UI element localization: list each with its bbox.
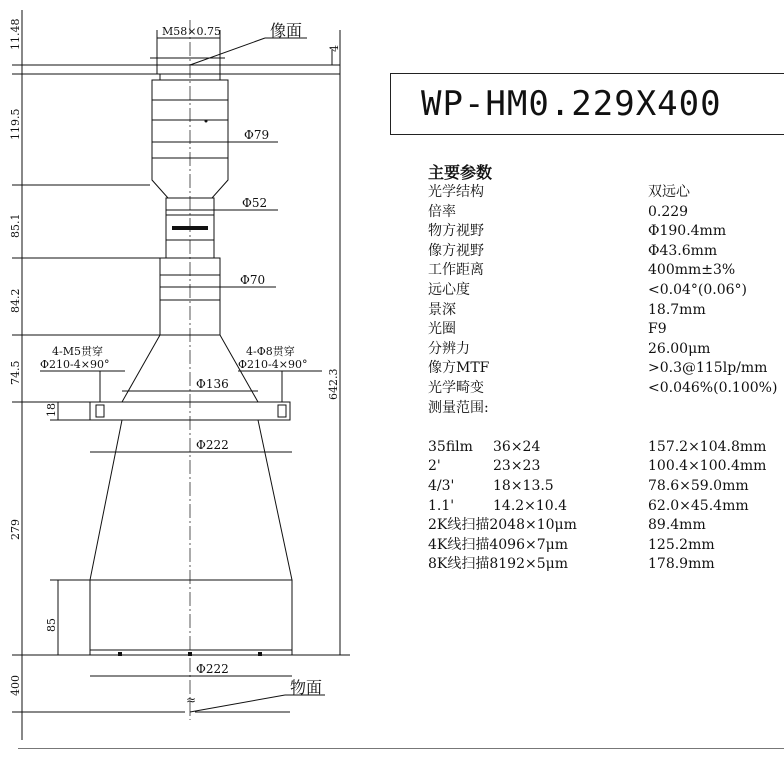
- spec-key: 光圈: [428, 321, 456, 338]
- sensor-type: 35film: [428, 438, 473, 455]
- sensor-row: [428, 516, 784, 536]
- dim-11-48: 11.48: [9, 18, 22, 50]
- spec-value: F9: [648, 321, 667, 338]
- dim-279: 279: [9, 519, 22, 540]
- sensor-row: [428, 555, 784, 575]
- sensor-fov: 89.4mm: [648, 517, 706, 534]
- spec-value: >0.3@115lp/mm: [648, 360, 768, 377]
- spec-key: 像方MTF: [428, 360, 490, 377]
- spec-value: [648, 399, 784, 419]
- sensor-fov: 100.4×100.4mm: [648, 458, 767, 475]
- spec-key: 光学结构: [428, 184, 484, 200]
- model-title: WP-HM0.229X400: [421, 84, 722, 124]
- spec-row: [428, 340, 784, 360]
- d136-label: Φ136: [196, 377, 229, 391]
- dim-400: 400: [9, 675, 22, 696]
- front-foot: [188, 652, 192, 656]
- dim-642-3: 642.3: [327, 368, 340, 400]
- dim-18: 18: [45, 403, 58, 417]
- holes-left-label-1: 4-M5贯穿: [52, 345, 103, 358]
- spec-key: 测量范围:: [428, 399, 489, 416]
- spec-row: [428, 281, 784, 301]
- spec-key: 景深: [428, 301, 456, 318]
- spec-key: 倍率: [428, 203, 456, 220]
- spec-row: [428, 242, 784, 262]
- spec-key: 远心度: [428, 281, 470, 298]
- sensor-row: [428, 536, 784, 556]
- spec-value: <0.04°(0.06°): [648, 281, 747, 298]
- dim-85: 85: [45, 618, 58, 632]
- thread-label: M58×0.75: [162, 25, 221, 38]
- spec-row: [428, 399, 784, 419]
- holes-left-label-2: Φ210-4×90°: [40, 358, 110, 371]
- spec-row: [428, 261, 784, 281]
- spec-key: 物方视野: [428, 223, 484, 240]
- spec-row: [428, 379, 784, 399]
- spec-value: Φ190.4mm: [648, 223, 727, 240]
- front-foot: [118, 652, 122, 656]
- bottom-divider: [18, 748, 784, 749]
- sensor-size: 14.2×10.4: [493, 497, 568, 514]
- spec-value: 0.229: [648, 203, 689, 220]
- d52-label: Φ52: [242, 196, 268, 210]
- sensor-type: 1.1': [428, 497, 455, 514]
- sensor-row: [428, 457, 784, 477]
- image-plane-leader: [190, 38, 265, 65]
- lens-lower-cone: [90, 420, 292, 580]
- holes-right-label-1: 4-Φ8贯穿: [246, 345, 295, 358]
- sensor-row: [428, 438, 784, 458]
- dim-119-5: 119.5: [9, 108, 22, 140]
- spec-row: [428, 320, 784, 340]
- sensor-row: [428, 497, 784, 517]
- neck-marking: [172, 226, 208, 230]
- sensor-type: 2K线扫描2048×10μm: [428, 517, 577, 534]
- image-plane-label: 像面: [270, 21, 303, 40]
- sensor-size: 36×24: [493, 438, 541, 455]
- spec-value: <0.046%(0.100%): [648, 379, 778, 396]
- spec-row: [428, 183, 784, 203]
- barrel-screw: [205, 120, 208, 123]
- d70-label: Φ70: [240, 273, 266, 287]
- sensor-type: 4/3': [428, 477, 455, 494]
- sensor-fov: 62.0×45.4mm: [648, 497, 749, 514]
- spec-value: 26.00μm: [648, 340, 711, 357]
- object-plane-label: 物面: [290, 678, 323, 697]
- spec-key: 光学畸变: [428, 379, 484, 396]
- spec-row: [428, 301, 784, 321]
- dim-85-1: 85.1: [9, 213, 22, 238]
- break-mark: ≈: [186, 693, 197, 707]
- flange-hole-right: [278, 405, 286, 417]
- spec-value: 双远心: [648, 184, 690, 200]
- spec-row: [428, 203, 784, 223]
- sensor-size: 18×13.5: [493, 477, 554, 494]
- spec-key: 分辨力: [428, 340, 470, 357]
- sensor-type: 2': [428, 458, 441, 475]
- spacer: [428, 418, 784, 438]
- sensor-row: [428, 477, 784, 497]
- front-foot: [258, 652, 262, 656]
- spec-value: 400mm±3%: [648, 262, 736, 279]
- spec-table: [428, 163, 784, 575]
- spec-row: [428, 359, 784, 379]
- spec-value: 18.7mm: [648, 301, 706, 318]
- lens-front-cylinder: [90, 580, 292, 655]
- spec-value: Φ43.6mm: [648, 242, 718, 259]
- sensor-fov: 78.6×59.0mm: [648, 477, 749, 494]
- object-plane-leader: [190, 695, 285, 712]
- spec-heading: 主要参数: [428, 163, 493, 182]
- d222-bottom-label: Φ222: [196, 662, 229, 676]
- sensor-fov: 125.2mm: [648, 536, 715, 553]
- model-title-box: [390, 73, 784, 135]
- d222-top-label: Φ222: [196, 438, 229, 452]
- d79-label: Φ79: [244, 128, 270, 142]
- sensor-fov: 178.9mm: [648, 556, 715, 573]
- dim4-label: 4: [328, 45, 341, 52]
- spec-row: [428, 222, 784, 242]
- sensor-type: 8K线扫描8192×5μm: [428, 556, 569, 573]
- sensor-size: 23×23: [493, 458, 541, 475]
- dim-84-2: 84.2: [9, 288, 22, 313]
- dim-74-5: 74.5: [9, 360, 22, 385]
- spec-key: 像方视野: [428, 242, 484, 259]
- holes-right-label-2: Φ210-4×90°: [238, 358, 308, 371]
- flange-hole-left: [96, 405, 104, 417]
- sensor-type: 4K线扫描4096×7μm: [428, 536, 569, 553]
- spec-key: 工作距离: [428, 262, 484, 279]
- sensor-fov: 157.2×104.8mm: [648, 438, 767, 455]
